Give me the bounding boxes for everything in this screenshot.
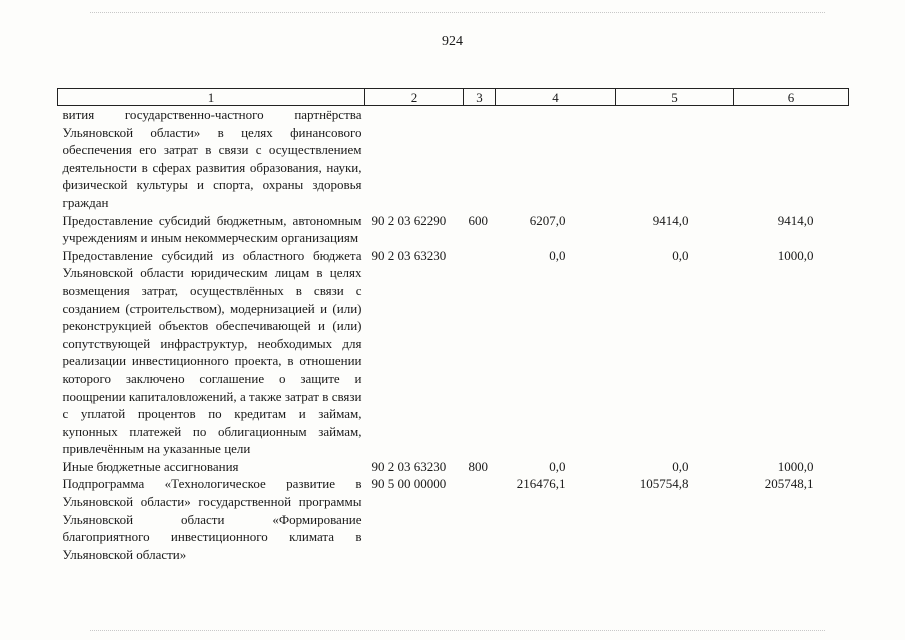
row-value-4: 216476,1 (516, 476, 566, 492)
header-cell-1: 1 (58, 89, 365, 106)
table-row (58, 458, 849, 476)
row-value-4: 0,0 (549, 247, 566, 263)
row-code: 90 2 03 63230 (371, 247, 447, 263)
page-number: 924 (442, 34, 463, 49)
row-value-6 (734, 106, 849, 212)
row-name: Предоставление субсидий бюджетным, автономным учреждениям и иным некоммерческим организациям (62, 212, 362, 246)
row-code: 90 5 00 00000 (371, 476, 447, 492)
row-type: 600 (468, 212, 488, 228)
row-name: Подпрограмма «Технологическое развитие в Ульяновской области» государственной программы Ульяновской области «Формирование благоприятного инвестиционного климата в Ульяновской области» (62, 476, 362, 562)
header-cell-3: 3 (464, 89, 496, 106)
table-row (58, 106, 849, 212)
header-cell-2: 2 (365, 89, 464, 106)
header-cell-5: 5 (616, 89, 734, 106)
row-type: 800 (468, 458, 488, 474)
row-value-4: 0,0 (549, 458, 566, 474)
row-type (464, 475, 496, 563)
scan-artifact-top (90, 12, 825, 14)
row-name: вития государственно-частного партнёрства Ульяновской области» в целях финансового обеспечения его затрат в связи с осуществлением деятельности в сферах развития образования, науки, физической культуры и спорта, охраны здоровья граждан (62, 107, 362, 210)
row-value-5 (616, 106, 734, 212)
row-value-6: 205748,1 (764, 476, 814, 492)
row-name: Предоставление субсидий из областного бюджета Ульяновской области юридическим лицам в целях возмещения затрат, осуществлённых в связи с созданием (строительством), модернизацией и (или) реконструкцией объектов обеспечивающей и (или) сопутствующей инфраструктур, необходимых для реализации инвестиционного проекта, в отношении которого заключено соглашение о защите и поощрении капиталовложений, а также затрат в связи с уплатой процентов по кредитам и займам, купонных платежей по облигационным займам, привлечённым на указанные цели (62, 247, 362, 457)
row-value-4 (496, 106, 616, 212)
row-code: 90 2 03 63230 (371, 458, 447, 474)
row-type (464, 247, 496, 458)
table-row (58, 247, 849, 458)
row-value-5: 0,0 (672, 458, 689, 474)
row-value-6: 1000,0 (777, 247, 814, 263)
row-code (365, 106, 464, 212)
row-value-5: 9414,0 (652, 212, 689, 228)
header-cell-4: 4 (496, 89, 616, 106)
header-row (58, 89, 849, 106)
row-value-5: 105754,8 (639, 476, 689, 492)
row-value-6: 9414,0 (777, 212, 814, 228)
row-type (464, 106, 496, 212)
budget-table (57, 88, 849, 563)
row-name: Иные бюджетные ассигнования (62, 458, 239, 474)
scan-artifact-bottom (90, 630, 825, 632)
row-value-6: 1000,0 (777, 458, 814, 474)
table-row (58, 475, 849, 563)
table-row (58, 212, 849, 247)
row-code: 90 2 03 62290 (371, 212, 447, 228)
header-cell-6: 6 (734, 89, 849, 106)
row-value-4: 6207,0 (529, 212, 566, 228)
row-value-5: 0,0 (672, 247, 689, 263)
